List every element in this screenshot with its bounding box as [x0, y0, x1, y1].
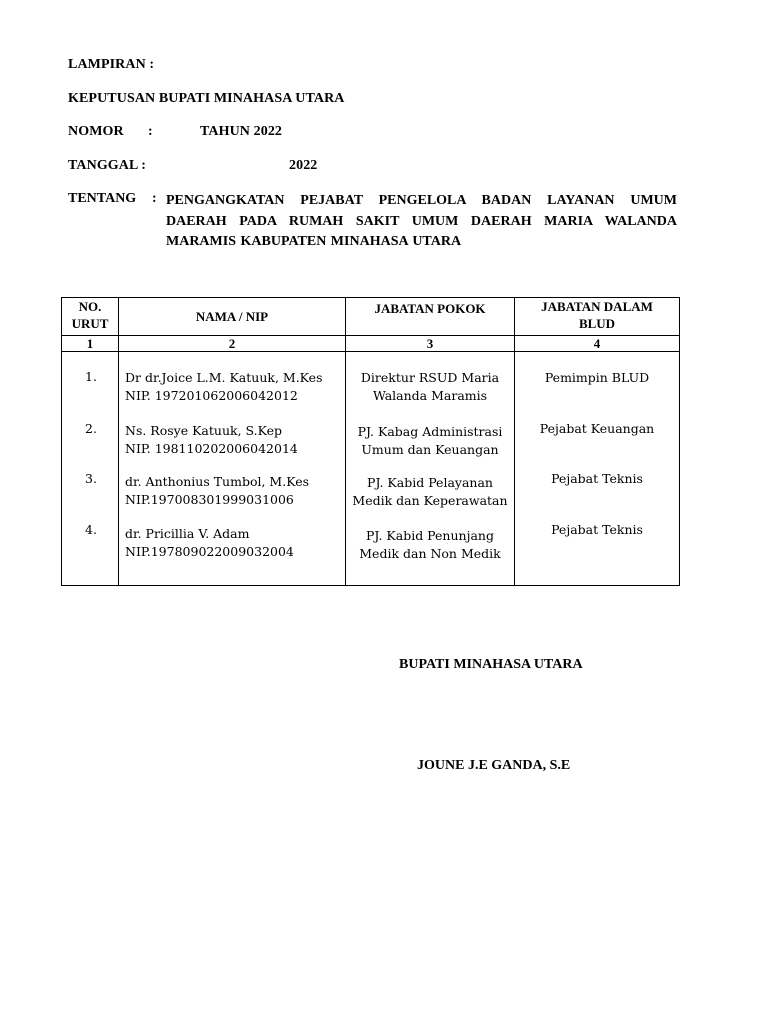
nomor-label: NOMOR: [68, 124, 124, 139]
nama-cell: [119, 352, 346, 586]
jabatan-blud-text: Pejabat Keuangan: [539, 421, 655, 436]
column-header-jabatan-pokok: [346, 298, 515, 336]
tentang-separator: :: [152, 191, 157, 206]
official-name: dr. Anthonius Tumbol, M.Kes: [125, 474, 310, 489]
jabatan-pokok-cell: [346, 352, 515, 586]
column-header-no: [62, 298, 119, 336]
column-header-line: JABATAN DALAM: [541, 299, 653, 314]
tanggal-year: 2022: [289, 158, 318, 173]
column-number-row: [62, 336, 680, 352]
official-nip: NIP.197008301999031006: [125, 492, 294, 507]
column-number: 1: [62, 336, 119, 352]
table-header-row: [62, 298, 680, 336]
no-cell: [62, 352, 119, 586]
tentang-text: [166, 191, 677, 253]
officials-table: [61, 297, 680, 586]
tentang-line: MARAMIS KABUPATEN MINAHASA UTARA: [166, 234, 462, 249]
signature-title: BUPATI MINAHASA UTARA: [399, 657, 583, 672]
jabatan-pokok-line: PJ. Kabag Administrasi: [357, 424, 503, 439]
official-name: dr. Pricillia V. Adam: [125, 526, 250, 541]
column-header-line: BLUD: [578, 316, 616, 331]
tentang-line: DAERAH PADA RUMAH SAKIT UMUM DAERAH MARIA WALANDA: [166, 213, 677, 229]
signature-name: JOUNE J.E GANDA, S.E: [417, 758, 571, 773]
keputusan-title: KEPUTUSAN BUPATI MINAHASA UTARA: [68, 91, 345, 106]
jabatan-blud-text: Pejabat Teknis: [551, 522, 643, 537]
column-header-line: NO.: [78, 299, 102, 314]
row-number: 2.: [85, 421, 97, 436]
column-header-jabatan-blud: [515, 298, 680, 336]
official-nip: NIP.197809022009032004: [125, 544, 294, 559]
column-header-line: NAMA / NIP: [195, 309, 269, 324]
row-number: 3.: [85, 471, 97, 486]
jabatan-pokok-line: PJ. Kabid Penunjang: [366, 528, 494, 543]
tahun-text: TAHUN 2022: [200, 124, 283, 139]
lampiran-label: LAMPIRAN :: [68, 57, 155, 72]
official-nip: NIP. 197201062006042012: [125, 388, 298, 403]
jabatan-pokok-line: Direktur RSUD Maria: [360, 370, 500, 385]
column-number: 4: [515, 336, 680, 352]
tanggal-label: TANGGAL :: [68, 158, 147, 173]
column-number: 2: [119, 336, 346, 352]
jabatan-pokok-line: Medik dan Keperawatan: [352, 493, 508, 508]
jabatan-blud-text: Pemimpin BLUD: [544, 370, 650, 385]
jabatan-blud-cell: [515, 352, 680, 586]
nomor-separator: :: [148, 124, 153, 139]
official-name: Ns. Rosye Katuuk, S.Kep: [125, 423, 283, 438]
official-nip: NIP. 198110202006042014: [125, 441, 298, 456]
table-body-row: [62, 352, 680, 586]
jabatan-pokok-line: PJ. Kabid Pelayanan: [367, 475, 493, 490]
row-number: 1.: [85, 369, 97, 384]
jabatan-pokok-line: Umum dan Keuangan: [361, 442, 499, 457]
column-header-nama: [119, 298, 346, 336]
column-header-line: URUT: [71, 316, 109, 331]
jabatan-blud-text: Pejabat Teknis: [551, 471, 643, 486]
tentang-line: PENGANGKATAN PEJABAT PENGELOLA BADAN LAYANAN UMUM: [166, 193, 677, 208]
tentang-label: TENTANG: [68, 191, 137, 206]
jabatan-pokok-line: Medik dan Non Medik: [359, 546, 501, 561]
column-header-line: JABATAN POKOK: [374, 301, 486, 316]
official-name: Dr dr.Joice L.M. Katuuk, M.Kes: [125, 370, 323, 385]
jabatan-pokok-line: Walanda Maramis: [372, 388, 488, 403]
column-number: 3: [346, 336, 515, 352]
row-number: 4.: [85, 522, 97, 537]
